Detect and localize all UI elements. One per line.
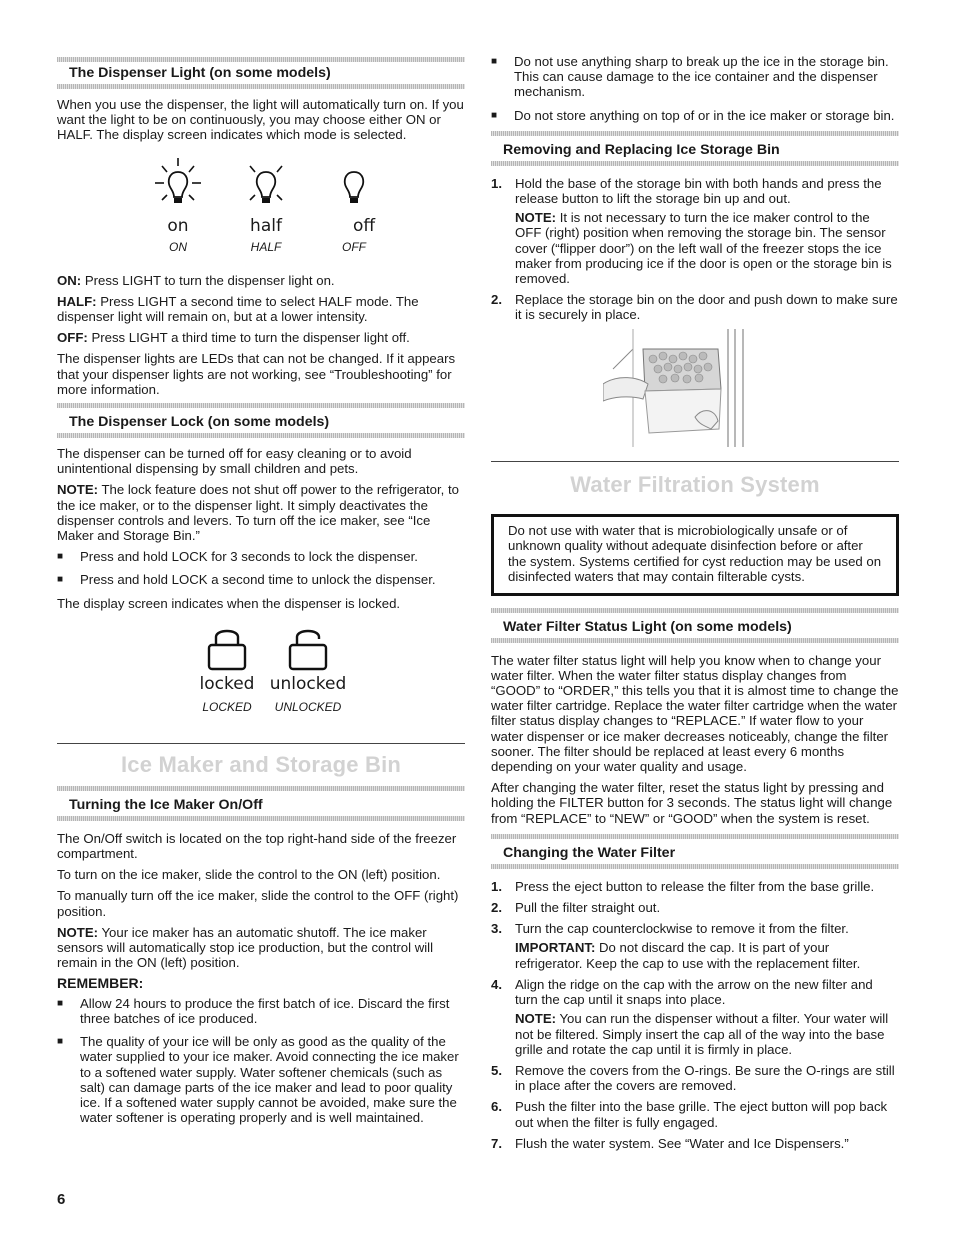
- step-text: Flush the water system. See “Water and Ice Dispensers.”: [515, 1135, 849, 1151]
- dispenser-light-intro: When you use the dispenser, the light will automatically turn on. If you want the light to be on continuously, you may choose either ON or HALF. The display screen indicates which mode is selected.: [57, 97, 464, 143]
- unlocked-icon-group: [263, 625, 353, 715]
- step-text: Turn the cap counterclockwise to remove it from the filter.: [515, 921, 849, 937]
- light-half-icon-group: [221, 157, 311, 255]
- light-off-text: Press LIGHT a third time to turn the dispenser light off.: [91, 330, 410, 346]
- ice-maker-note: [57, 925, 465, 971]
- light-half-description: [57, 294, 465, 324]
- ice-maker-onoff-heading: Turning the Ice Maker On/Off: [69, 796, 263, 813]
- list-item: [491, 977, 899, 1057]
- light-on-label: ON:: [57, 272, 82, 288]
- step-number: 2.: [491, 900, 502, 916]
- section-rule: [57, 433, 465, 438]
- step-number: 1.: [491, 175, 502, 191]
- step-number: 1.: [491, 878, 502, 894]
- lock-note-text: The lock feature does not shut off power to the refrigerator, to the ice maker, or to the dispenser light. It simply deactivates the dispenser controls and levers. To turn off the ice maker, see “Ice Maker and Storage Bin.”: [57, 482, 459, 544]
- page-number: 6: [57, 1191, 66, 1208]
- list-item: [491, 879, 899, 894]
- section-rule: [491, 638, 899, 643]
- section-rule: [491, 608, 899, 613]
- ice-bin-illustration: [603, 329, 763, 447]
- step-note-text: Do not discard the cap. It is part of your refrigerator. Keep the cap to use with the replacement filter.: [515, 940, 861, 971]
- list-item: ■ Press and hold LOCK a second time to unlock the dispenser.: [57, 572, 465, 587]
- bulb-half-icon: [241, 157, 291, 209]
- list-item: [491, 1136, 899, 1151]
- bulb-on-icon: [153, 157, 203, 209]
- ice-note-text: Your ice maker has an automatic shutoff. The ice maker sensors will automatically stop ice production, but the control will remain in the ON (left) position.: [57, 924, 434, 971]
- section-rule: [491, 131, 899, 136]
- padlock-unlocked-icon: [286, 625, 330, 671]
- step-number: 3.: [491, 921, 502, 937]
- ice-maker-p2: To turn on the ice maker, slide the control to the ON (left) position.: [57, 867, 441, 883]
- list-item: [491, 292, 899, 322]
- light-off-caption: OFF: [342, 239, 366, 254]
- light-off-icon-group: [309, 157, 399, 255]
- step-note: [515, 1011, 899, 1057]
- list-item: ■ Press and hold LOCK for 3 seconds to lock the dispenser.: [57, 549, 465, 564]
- section-rule: [491, 864, 899, 869]
- step-note-label: IMPORTANT:: [515, 940, 596, 956]
- lock-figure: [57, 625, 465, 723]
- light-mode-figure: [57, 157, 465, 273]
- padlock-locked-icon: [205, 625, 249, 671]
- step-number: 4.: [491, 976, 502, 992]
- filter-status-p2: After changing the water filter, reset the status light by pressing and holding the FILTER button for 3 seconds. The status light will change from “REPLACE” to “NEW” or “GOOD” when the system is reset.: [491, 780, 893, 826]
- section-rule: [491, 161, 899, 166]
- step-number: 2.: [491, 292, 502, 308]
- step-text: Replace the storage bin on the door and push down to make sure it is securely in place.: [515, 292, 898, 323]
- lock-note-label: NOTE:: [57, 482, 99, 498]
- dispenser-light-heading: The Dispenser Light (on some models): [69, 65, 331, 81]
- section-divider: [491, 461, 899, 462]
- water-section-title: Water Filtration System: [570, 471, 820, 497]
- right-column: [491, 0, 899, 1157]
- step-text: Remove the covers from the O-rings. Be sure the O-rings are still in place after the covers are removed.: [515, 1062, 895, 1094]
- storage-bin-steps: [491, 176, 899, 323]
- ice-storage-bullets: [491, 54, 899, 123]
- storage-bin-illustration: [491, 329, 899, 447]
- light-off-display: off: [352, 215, 376, 236]
- changing-filter-heading: Changing the Water Filter: [503, 844, 676, 861]
- light-on-icon-group: [133, 157, 223, 255]
- light-half-display: half: [250, 215, 282, 236]
- dispenser-lock-heading: The Dispenser Lock (on some models): [69, 414, 330, 431]
- ice-maker-section-title: Ice Maker and Storage Bin: [120, 751, 402, 777]
- list-item: [491, 921, 899, 971]
- light-half-caption: HALF: [250, 239, 282, 254]
- dispenser-lock-note: [57, 482, 465, 543]
- locked-caption: LOCKED: [202, 700, 252, 715]
- list-item: ■ The quality of your ice will be only as good as the quality of the water supplied to your ice maker. Avoid connecting the ice maker to a softened water supply. Water softener chemicals (such as salt) can damage parts of the ice maker and lead to poor quality ice. If a softened water supply cannot be avoided, make sure the water softener is operating properly and is well maintained.: [57, 1034, 465, 1125]
- remember-bullets: [57, 996, 465, 1126]
- light-on-display: on: [167, 215, 189, 236]
- step-text: Hold the base of the storage bin with both hands and press the release button to lift the storage bin up and out.: [515, 175, 882, 207]
- step-note-label: NOTE:: [515, 1011, 557, 1027]
- lock-display-text: The display screen indicates when the dispenser is locked.: [57, 595, 401, 611]
- list-item: [491, 900, 899, 915]
- left-column: [57, 0, 465, 1133]
- filter-status-heading: Water Filter Status Light (on some models): [503, 618, 792, 635]
- section-rule: [57, 84, 465, 89]
- lock-bullets: [57, 549, 465, 587]
- bulb-off-icon: [329, 157, 379, 209]
- list-item: ■ Do not use anything sharp to break up the ice in the storage bin. This can cause damage to the ice container and the dispenser mechanism.: [491, 54, 899, 100]
- light-leds-text: The dispenser lights are LEDs that can not be changed. If it appears that your dispenser lights are not working, see “Troubleshooting” for more information.: [57, 351, 456, 397]
- step-number: 6.: [491, 1099, 502, 1115]
- step-number: 7.: [491, 1135, 502, 1151]
- section-rule: [57, 57, 465, 62]
- warning-box: [491, 514, 899, 596]
- list-item: [491, 1099, 899, 1129]
- section-rule: [57, 816, 465, 821]
- light-off-description: [57, 330, 465, 345]
- storage-bin-heading: Removing and Replacing Ice Storage Bin: [503, 141, 780, 158]
- light-on-caption: ON: [169, 239, 187, 254]
- ice-note-label: NOTE:: [57, 924, 99, 940]
- section-divider: [57, 743, 465, 744]
- list-item: ■ Do not store anything on top of or in the ice maker or storage bin.: [491, 108, 899, 123]
- step-text: Press the eject button to release the filter from the base grille.: [515, 878, 875, 894]
- locked-display: locked: [199, 674, 255, 695]
- light-half-text: Press LIGHT a second time to select HALF mode. The dispenser light will remain on, but at a lower intensity.: [57, 293, 419, 325]
- section-rule: [57, 786, 465, 791]
- step-note-text: It is not necessary to turn the ice maker control to the OFF (right) position when removing the storage bin. The sensor cover (“flipper door”) on the left wall of the freezer stops the ice maker from producing ice if the door is open or the storage bin is removed.: [515, 210, 892, 287]
- step-note-label: NOTE:: [515, 210, 557, 226]
- unlocked-caption: UNLOCKED: [274, 700, 342, 715]
- list-item: [491, 1063, 899, 1093]
- list-item: ■ Allow 24 hours to produce the first batch of ice. Discard the first three batches of ice produced.: [57, 996, 465, 1026]
- step-note: [515, 210, 899, 286]
- light-off-label: OFF:: [57, 330, 88, 346]
- step-text: Pull the filter straight out.: [515, 900, 661, 916]
- filter-status-p1: The water filter status light will help you know when to change your water filter. When the water filter status display changes from “GOOD” to “ORDER,” this tells you that it is almost time to change the water filter cartridge. Replace the water filter cartridge when the water filter status display changes to “REPLACE.” If water flow to your water dispenser or ice maker decreases noticeably, change the filter sooner. The filter should be replaced at least every 6 months depending on your water quality and usage.: [491, 652, 899, 775]
- step-number: 5.: [491, 1062, 502, 1078]
- remember-heading: REMEMBER:: [57, 975, 144, 992]
- section-rule: [491, 834, 899, 839]
- list-item: [491, 176, 899, 286]
- step-note: [515, 940, 899, 970]
- step-text: Push the filter into the base grille. The eject button will pop back out when the filter is fully engaged.: [515, 1099, 888, 1130]
- warning-text: Do not use with water that is microbiologically unsafe or of unknown quality without adequate disinfection before or after the system. Systems certified for cyst reduction may be used on disinfected waters that may contain filterable cysts.: [508, 522, 882, 585]
- step-text: Align the ridge on the cap with the arrow on the new filter and turn the cap until it snaps into place.: [515, 976, 873, 1008]
- locked-icon-group: [187, 625, 267, 715]
- ice-maker-p3: To manually turn off the ice maker, slide the control to the OFF (right) position.: [57, 888, 459, 919]
- dispenser-lock-intro: The dispenser can be turned off for easy cleaning or to avoid unintentional dispensing by small children and pets.: [57, 446, 412, 477]
- changing-filter-steps: [491, 879, 899, 1151]
- unlocked-display: unlocked: [269, 674, 347, 695]
- step-note-text: You can run the dispenser without a filter. Your water will not be filtered. Simply insert the cap all of the way into the base grille and rotate the cap until it is firmly in place.: [515, 1011, 889, 1057]
- light-half-label: HALF:: [57, 293, 97, 309]
- ice-maker-p1: The On/Off switch is located on the top right-hand side of the freezer compartment.: [57, 830, 457, 862]
- light-on-description: [57, 273, 465, 288]
- section-rule: [57, 403, 465, 408]
- light-on-text: Press LIGHT to turn the dispenser light on.: [84, 272, 335, 288]
